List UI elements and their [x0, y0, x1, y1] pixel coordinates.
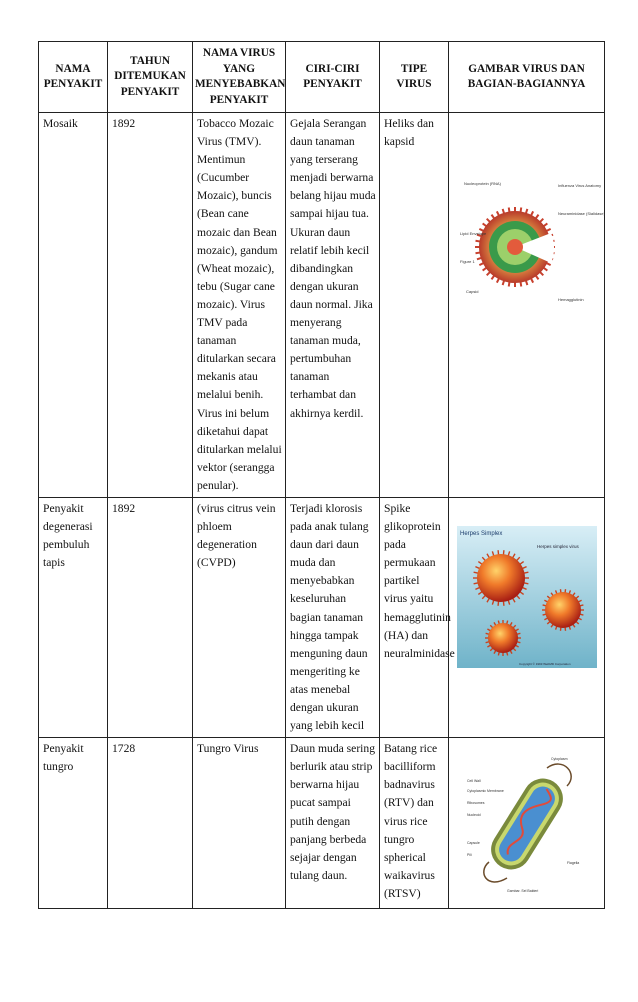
label-nucleoprotein: Nucleoprotein (RNA)	[464, 181, 501, 186]
cell-ciri: Gejala Serangan daun tanaman yang terserang menjadi berwarna belang hijau muda sampai hijau tua. Ukuran daun relatif lebih kecil dibandingkan dengan ukuran daun normal. Jika menyerang tanaman muda, pertumbuhan tanaman terhambat dan akhirnya kerdil.	[286, 113, 380, 498]
label-neuraminidase: Neuraminidase (Sialidase)	[558, 211, 605, 216]
cell-ciri: Daun muda sering berlurik atau strip berwarna hijau pucat sampai putih dengan panjang berbeda sejajar dengan tulang daun.	[286, 738, 380, 909]
table-row	[39, 113, 605, 498]
header-nama-virus: NAMA VIRUS YANG MENYEBABKAN PENYAKIT	[193, 42, 286, 113]
virus-table	[38, 41, 605, 909]
label-cell-wall: Cell Wall	[467, 779, 481, 784]
cell-tipe: Heliks dan kapsid	[380, 113, 449, 498]
table-row	[39, 738, 605, 909]
cell-gambar	[449, 497, 605, 737]
herpes-simplex-image	[457, 526, 597, 668]
label-capsid: Capsid	[466, 289, 479, 294]
cell-nama: Penyakit tungro	[39, 738, 108, 909]
table-row	[39, 497, 605, 737]
label-capsule: Capsule	[467, 841, 480, 846]
label-cytoplasmic-membrane: Cytoplasmic Membrane	[467, 789, 504, 794]
label-influenza-anatomy: Influenza Virus Anatomy	[558, 183, 602, 188]
cell-gambar	[449, 113, 605, 498]
cell-virus: Tungro Virus	[193, 738, 286, 909]
label-herpes-virus: Herpes simplex virus	[537, 543, 579, 549]
figure-label: Figure 1	[460, 259, 475, 264]
cell-nama: Mosaik	[39, 113, 108, 498]
label-nucleoid: Nucleoid	[467, 813, 481, 818]
header-nama-penyakit: NAMA PENYAKIT	[39, 42, 108, 113]
cell-tahun: 1892	[108, 497, 193, 737]
header-tahun: TAHUN DITEMUKAN PENYAKIT	[108, 42, 193, 113]
label-flagella: Flagella	[567, 861, 580, 866]
influenza-virus-image	[460, 173, 605, 313]
bacterial-cell-image	[467, 752, 587, 894]
cell-virus: (virus citrus vein phloem degeneration (CVPD)	[193, 497, 286, 737]
image-copyright: Copyright © 1993 WebMD Corporation	[519, 661, 571, 666]
label-cytoplasm: Cytoplasm	[551, 757, 568, 762]
cell-virus: Tobacco Mozaic Virus (TMV). Mentimun (Cucumber Mozaic), buncis (Bean cane mozaic dan Bean mozaic), gandum (Wheat mozaic), tebu (Sugar cane mozaic). Virus TMV pada tanaman ditularkan secara mekanis atau melalui benih. Virus ini belum diketahui dapat ditularkan melalui vektor (serangga penular).	[193, 113, 286, 498]
label-ribosomes: Ribosomes	[467, 801, 485, 806]
header-ciri-ciri: CIRI-CIRI PENYAKIT	[286, 42, 380, 113]
cell-tipe: Spike glikoprotein pada permukaan partikel virus yaitu hemagglutinin (HA) dan neuralminidase	[380, 497, 449, 737]
header-row	[39, 42, 605, 113]
cell-tahun: 1892	[108, 113, 193, 498]
label-lipid-envelope: Lipid Envelope	[460, 231, 487, 236]
cell-ciri: Terjadi klorosis pada anak tulang daun dari daun muda dan menyebabkan keseluruhan bagian tanaman hingga tampak menguning daun mengeriting ke atas menebal dengan ukuran yang lebih kecil	[286, 497, 380, 737]
header-gambar: GAMBAR VIRUS DAN BAGIAN-BAGIANNYA	[449, 42, 605, 113]
cell-tahun: 1728	[108, 738, 193, 909]
header-tipe-virus: TIPE VIRUS	[380, 42, 449, 113]
image-caption: Gambar. Sel Bakteri	[507, 889, 539, 894]
image-title: Herpes Simplex	[460, 530, 503, 537]
cell-gambar	[449, 738, 605, 909]
cell-tipe: Batang rice bacilliform badnavirus (RTV) dan virus rice tungro spherical waikavirus (RTSV)	[380, 738, 449, 909]
cell-nama: Penyakit degenerasi pembuluh tapis	[39, 497, 108, 737]
label-pili: Pili	[467, 853, 472, 858]
label-hemagglutinin: Hemagglutinin	[558, 297, 584, 302]
